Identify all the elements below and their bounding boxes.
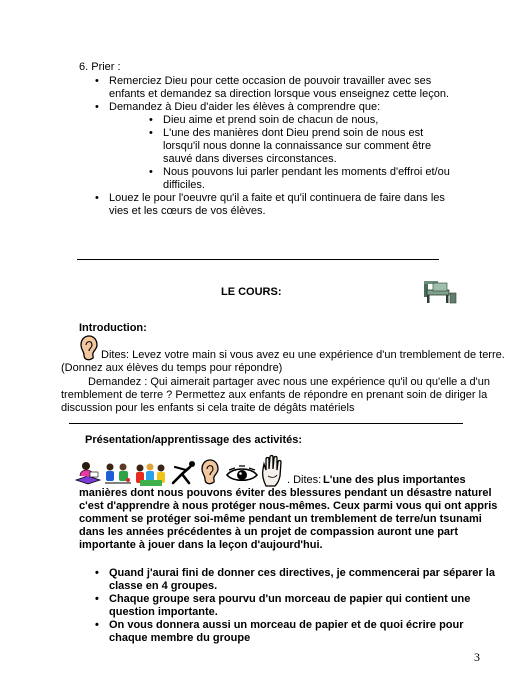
prayer-sub-3-line-1: • Nous pouvons lui parler pendant les moments d'effroi et/ou	[163, 166, 450, 179]
presentation-para-line-6: importante à jouer dans la leçon d'aujourd'hui.	[79, 539, 323, 551]
chair-icon	[418, 277, 458, 305]
presentation-para-line-1: L'une des plus importantes	[323, 474, 466, 486]
book-reading-icon	[74, 460, 102, 486]
prayer-item-3-line-1: • Louez le pour l'oeuvre qu'il a faite et qu'il continuera de faire dans les	[109, 192, 445, 205]
presentation-bullet-1-line-2: classe en 4 groupes.	[109, 580, 218, 592]
prayer-item-2: • Demandez à Dieu d'aider les élèves à comprendre que:	[109, 101, 380, 114]
presentation-dites-prefix: . Dites:	[287, 474, 322, 486]
presentation-heading: Présentation/apprentissage des activités:	[85, 434, 303, 446]
prayer-heading: 6. Prier :	[79, 61, 121, 73]
eye-icon	[225, 464, 259, 484]
ear-icon	[79, 335, 99, 363]
introduction-dites: Dites: Levez votre main si vous avez eu une expérience d'un tremblement de terre.	[101, 349, 505, 361]
group-talking-icon	[103, 461, 133, 487]
ear-icon	[200, 459, 220, 487]
presentation-bullet-2-line-2: question importante.	[109, 606, 218, 618]
introduction-heading: Introduction:	[79, 322, 147, 334]
introduction-demandez-line-1: Demandez : Qui aimerait partager avec nous une expérience qu'il ou qu'elle a d'un	[88, 376, 490, 388]
presentation-para-line-5: dans les années précédentes à un projet de compassion auront une part	[79, 526, 458, 538]
introduction-demandez-line-2: tremblement de terre ? Permettez aux enfants de répondre en prenant soin de diriger la	[61, 389, 488, 401]
presentation-para-line-4: comment se protéger soi-même pendant un tremblement de terre/un tsunami	[79, 513, 482, 525]
presentation-bullet-1-line-1: • Quand j'aurai fini de donner ces directives, je commencerai par séparer la	[109, 567, 495, 580]
prayer-sub-2-line-2: lorsqu'il nous donne la connaissance sur comment être	[163, 140, 432, 152]
prayer-sub-3-line-2: difficiles.	[163, 179, 205, 191]
prayer-item-1-line-2: enfants et demandez sa direction lorsque vous enseignez cette leçon.	[109, 88, 449, 100]
prayer-sub-1: • Dieu aime et prend soin de chacun de nous,	[163, 114, 378, 127]
hand-icon	[260, 454, 284, 488]
presentation-para-line-3: c'est d'apprendre à nous protéger nous-mêmes. Ceux parmi vous qui ont appris	[79, 500, 498, 512]
divider-2	[69, 423, 463, 424]
children-group-icon	[134, 462, 168, 488]
stretching-person-icon	[169, 459, 199, 487]
prayer-item-3-line-2: vies et les cœurs de vos élèves.	[109, 205, 266, 217]
introduction-demandez-line-3: discussion pour les enfants si cela traite de dégâts matériels	[61, 402, 355, 414]
presentation-para-line-2: manières dont nous pouvons éviter des blessures pendant un désastre naturel	[79, 487, 492, 499]
introduction-note: (Donnez aux élèves du temps pour répondre)	[61, 362, 283, 374]
presentation-bullet-3-line-1: • On vous donnera aussi un morceau de papier et de quoi écrire pour	[109, 619, 464, 632]
presentation-bullet-3-line-2: chaque membre du groupe	[109, 632, 251, 644]
page-number: 3	[474, 650, 480, 664]
presentation-bullet-2-line-1: • Chaque groupe sera pourvu d'un morceau de papier qui contient une	[109, 593, 470, 606]
prayer-sub-2-line-1: • L'une des manières dont Dieu prend soin de nous est	[163, 127, 423, 140]
prayer-sub-2-line-3: sauvé dans diverses circonstances.	[163, 153, 337, 165]
divider-1	[77, 259, 439, 260]
prayer-item-1-line-1: • Remerciez Dieu pour cette occasion de pouvoir travailler avec ses	[109, 75, 431, 88]
cours-heading: LE COURS:	[221, 286, 282, 298]
